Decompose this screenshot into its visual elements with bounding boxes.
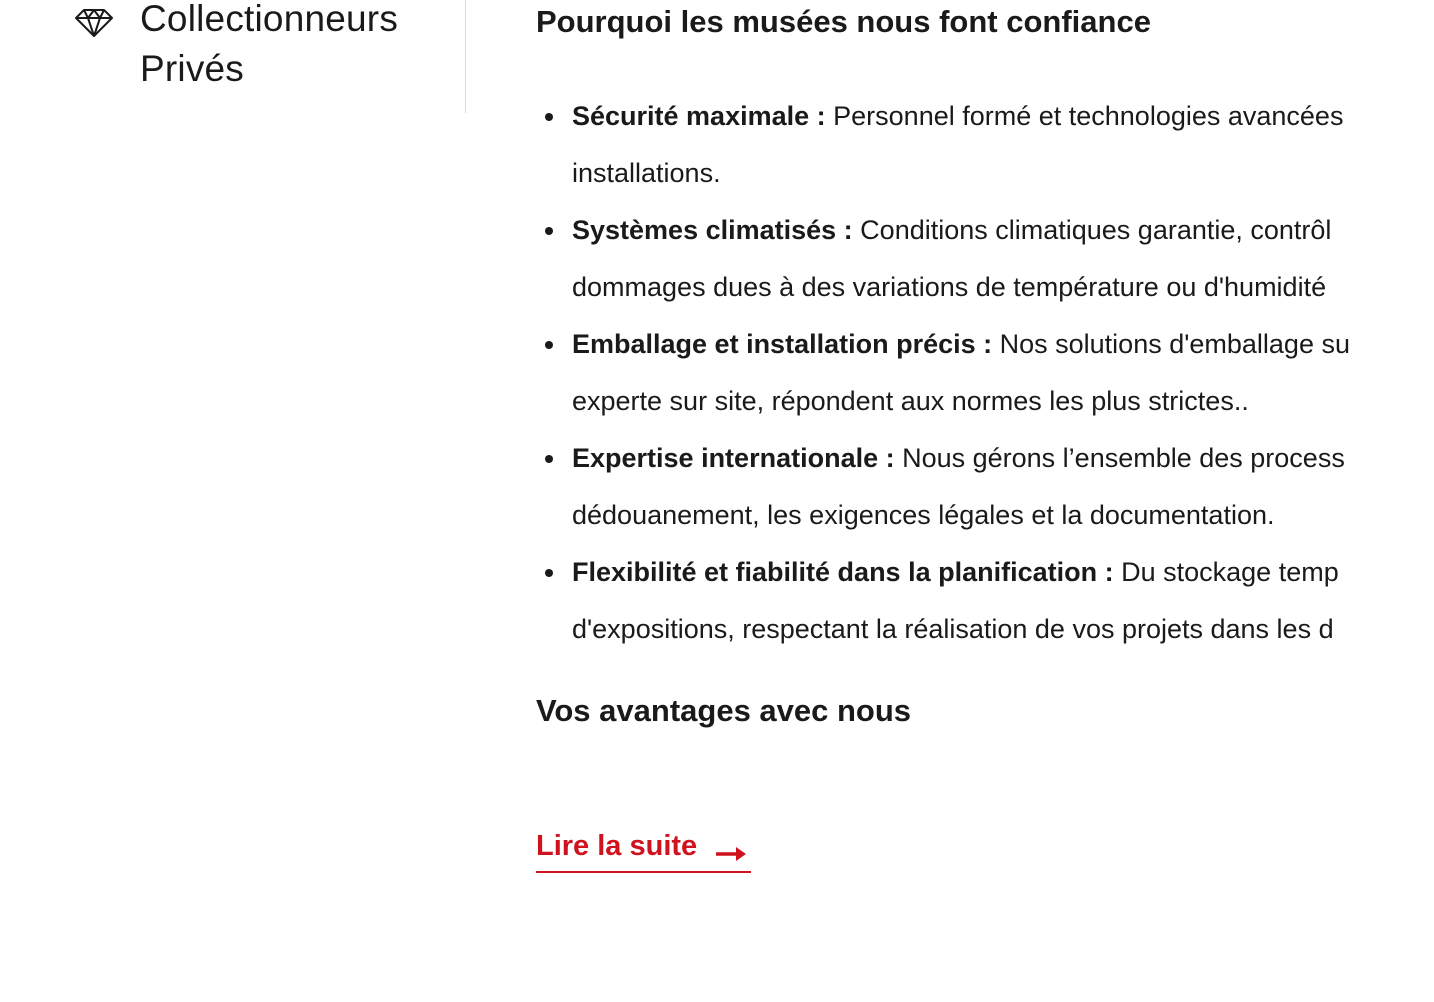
sidebar-item-label-line2: Privés [140, 48, 244, 89]
feature-text: Du stockage temp [1113, 557, 1339, 587]
sidebar [0, 0, 466, 113]
sidebar-item-label [140, 0, 440, 94]
feature-heading: Sécurité maximale : [572, 101, 826, 131]
feature-text: Nous gérons l’ensemble des process [894, 443, 1345, 473]
list-item [572, 544, 1434, 657]
read-more-label: Lire la suite [536, 830, 698, 862]
read-more-link[interactable] [536, 830, 751, 873]
feature-heading: Expertise internationale : [572, 443, 895, 473]
list-item [572, 88, 1434, 201]
feature-heading: Flexibilité et fiabilité dans la planification : [572, 557, 1114, 587]
section-title: Pourquoi les musées nous font confiance [536, 4, 1151, 39]
feature-text: Personnel formé et technologies avancées [825, 101, 1344, 131]
arrow-right-icon [715, 838, 748, 856]
feature-heading: Emballage et installation précis : [572, 329, 993, 359]
feature-heading: Systèmes climatisés : [572, 215, 853, 245]
feature-text-continued: installations. [572, 157, 721, 188]
feature-text-continued: d'expositions, respectant la réalisation de vos projets dans les d [572, 613, 1334, 644]
main-content [536, 0, 1434, 1002]
feature-text-continued: dédouanement, les exigences légales et la documentation. [572, 499, 1275, 530]
list-item [572, 202, 1434, 315]
list-item [572, 316, 1434, 429]
list-item [572, 430, 1434, 543]
feature-text: Nos solutions d'emballage su [992, 329, 1350, 359]
diamond-icon [74, 2, 114, 42]
features-list [536, 88, 1434, 658]
feature-text: Conditions climatiques garantie, contrôl [852, 215, 1332, 245]
sidebar-item-private-collectors[interactable] [74, 0, 399, 89]
feature-text-continued: experte sur site, répondent aux normes les plus strictes.. [572, 385, 1249, 416]
section-subtitle: Vos avantages avec nous [536, 693, 912, 728]
feature-text-continued: dommages dues à des variations de température ou d'humidité [572, 271, 1327, 302]
sidebar-item-label-line1: Collectionneurs [140, 0, 399, 39]
